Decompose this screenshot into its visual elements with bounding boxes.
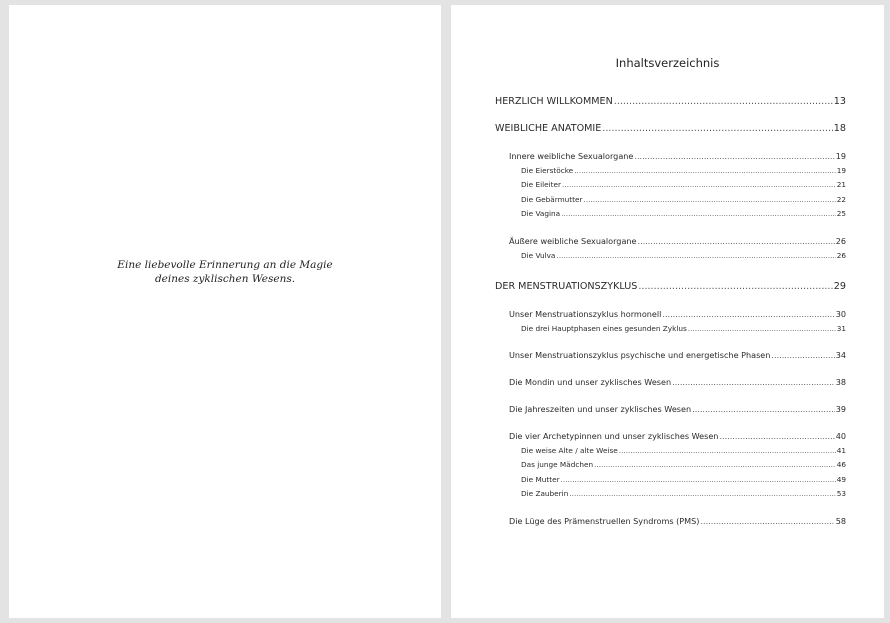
toc-entry[interactable] [495,123,846,134]
toc-entry-page: 53 [836,489,846,498]
toc-leader-dots [672,377,835,387]
toc-entry[interactable] [509,404,846,414]
toc-entry-label: Unser Menstruationszyklus psychische und energetische Phasen [509,350,771,360]
toc-entry-label: Die drei Hauptphasen eines gesunden Zyklus [521,324,687,333]
toc-leader-dots [561,209,836,218]
toc-entry-page: 22 [836,195,846,204]
toc-entry[interactable] [521,180,846,189]
toc-entry-page: 19 [835,151,846,161]
toc-entry-page: 46 [836,460,846,469]
toc-leader-dots [562,180,836,189]
toc-entry-label: Die weise Alte / alte Weise [521,446,618,455]
toc-entry[interactable] [521,475,846,484]
toc-leader-dots [638,236,835,246]
toc-entry-page: 26 [835,236,846,246]
toc-leader-dots [614,96,833,107]
toc-entry-label: WEIBLICHE ANATOMIE [495,123,602,134]
toc-entry-page: 31 [836,324,846,333]
toc-leader-dots [700,516,834,526]
toc-entry[interactable] [521,489,846,498]
toc-leader-dots [569,489,835,498]
toc-entry-label: Die Mondin und unser zyklisches Wesen [509,377,672,387]
toc-entry-page: 21 [836,180,846,189]
toc-entry-page: 13 [833,96,846,107]
toc-entry-page: 29 [833,281,846,292]
toc-leader-dots [634,151,834,161]
toc-entry-page: 49 [836,475,846,484]
toc-leader-dots [662,309,834,319]
toc-entry-label: Die Lüge des Prämenstruellen Syndroms (PMS) [509,516,700,526]
toc-entry[interactable] [521,195,846,204]
toc-entry-page: 41 [836,446,846,455]
toc-entry-page: 26 [836,251,846,260]
toc-entry[interactable] [509,236,846,246]
toc-entry-page: 39 [835,404,846,414]
toc-entry[interactable] [509,431,846,441]
toc-entry-label: Die Eierstöcke [521,166,574,175]
toc-entry[interactable] [509,151,846,161]
toc-leader-dots [638,281,832,292]
toc-entry-page: 25 [836,209,846,218]
toc-entry[interactable] [521,324,846,333]
toc-entry[interactable] [509,309,846,319]
toc-entry-page: 40 [835,431,846,441]
toc-entry-page: 34 [835,350,846,360]
toc-entry-page: 58 [835,516,846,526]
toc-entry-label: Die Eileiter [521,180,561,189]
toc-leader-dots [594,460,836,469]
dedication-line-2: deines zyklischen Wesens. [154,273,296,285]
toc-leader-dots [556,251,835,260]
toc-leader-dots [574,166,836,175]
toc-entry-label: Die Zauberin [521,489,569,498]
toc-entry-page: 18 [833,123,846,134]
toc-entry[interactable] [495,96,846,107]
toc-entry[interactable] [495,281,846,292]
toc-entry-page: 30 [835,309,846,319]
toc-leader-dots [692,404,835,414]
toc-entry-page: 19 [836,166,846,175]
toc-entry-label: Die vier Archetypinnen und unser zyklisches Wesen [509,431,719,441]
toc-entry[interactable] [509,516,846,526]
toc-entry[interactable] [521,166,846,175]
toc-entry[interactable] [521,446,846,455]
toc-leader-dots [719,431,834,441]
toc-entry[interactable] [521,460,846,469]
dedication-line-1: Eine liebevolle Erinnerung an die Magie [117,259,333,271]
toc-entry-label: Innere weibliche Sexualorgane [509,151,634,161]
toc-entry-label: Die Vulva [521,251,556,260]
toc-entry[interactable] [509,377,846,387]
toc-entry-label: Das junge Mädchen [521,460,594,469]
toc-entry[interactable] [509,350,846,360]
toc-entry-label: Äußere weibliche Sexualorgane [509,236,637,246]
dedication [9,258,441,286]
toc-entry-page: 38 [835,377,846,387]
toc-entry-label: Die Vagina [521,209,561,218]
right-page [451,5,884,618]
toc-leader-dots [771,350,834,360]
toc-leader-dots [584,195,836,204]
toc-entry-label: Die Jahreszeiten und unser zyklisches Wesen [509,404,692,414]
toc-entry[interactable] [521,209,846,218]
toc-entry[interactable] [521,251,846,260]
left-page [9,5,441,618]
toc-entry-label: Unser Menstruationszyklus hormonell [509,309,662,319]
toc-leader-dots [688,324,836,333]
toc-entry-label: DER MENSTRUATIONSZYKLUS [495,281,638,292]
toc-leader-dots [602,123,832,134]
toc-entry-label: Die Mutter [521,475,560,484]
toc-leader-dots [619,446,836,455]
toc-title: Inhaltsverzeichnis [615,56,720,70]
toc-entry-label: HERZLICH WILLKOMMEN [495,96,613,107]
toc-leader-dots [561,475,836,484]
toc-entry-label: Die Gebärmutter [521,195,583,204]
